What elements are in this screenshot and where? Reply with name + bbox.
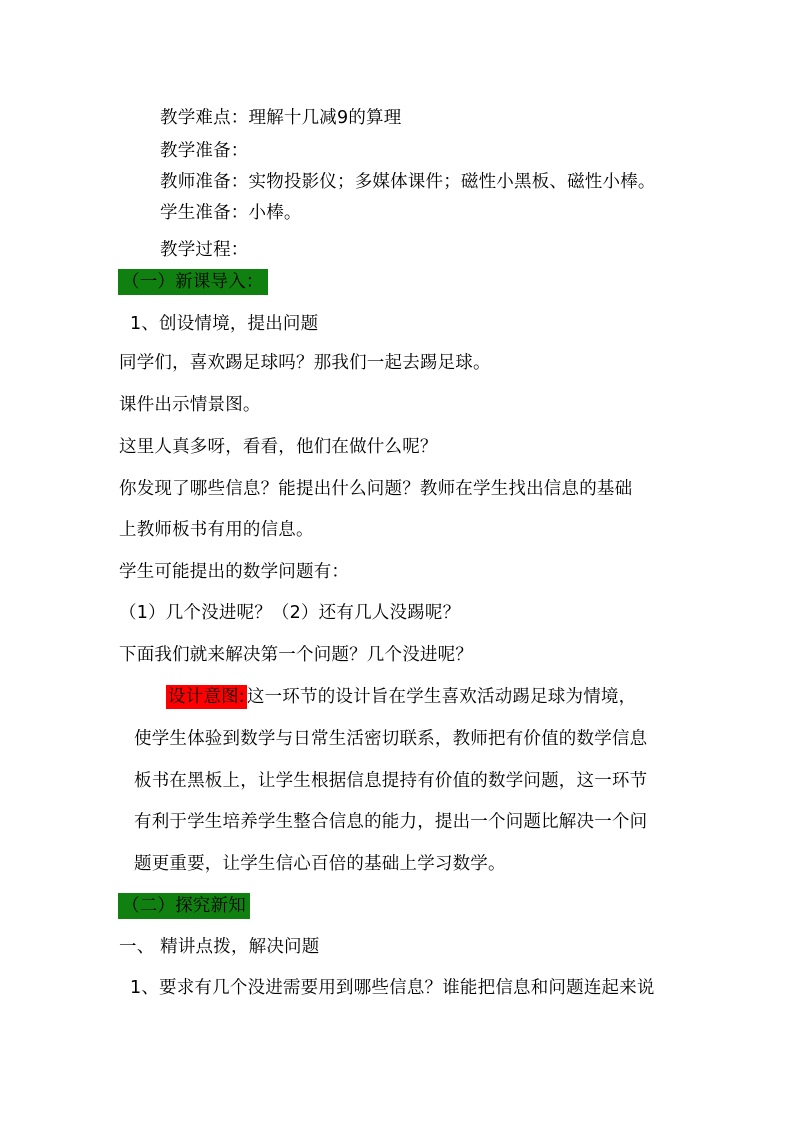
section-heading-explore: [118, 895, 250, 917]
design-intent-line: 题更重要，让学生信心百倍的基础上学习数学。: [134, 854, 506, 874]
design-intent-line: 板书在黑板上，让学生根据信息提持有价值的数学问题，这一环节: [134, 771, 648, 791]
student-preparation: 学生准备：小棒。: [160, 203, 302, 223]
paragraph: 同学们，喜欢踢足球吗？那我们一起去踢足球。: [119, 353, 491, 373]
teaching-preparation: 教学准备：: [160, 141, 249, 161]
design-intent-line: 使学生体验到数学与日常生活密切联系，教师把有价值的数学信息: [134, 729, 648, 749]
paragraph: 1、要求有几个没进需要用到哪些信息？谁能把信息和问题连起来说: [130, 978, 655, 998]
design-intent-line: 有利于学生培养学生整合信息的能力，提出一个问题比解决一个问: [134, 812, 648, 832]
paragraph: 学生可能提出的数学问题有：: [119, 562, 350, 582]
teaching-difficulty: 教学难点：理解十几减9的算理: [160, 108, 402, 128]
section-heading-intro-text: （一）新课导入：: [118, 269, 268, 295]
teacher-preparation: 教师准备：实物投影仪；多媒体课件；磁性小黑板、磁性小棒。: [160, 172, 656, 192]
paragraph: 上教师板书有用的信息。: [119, 520, 314, 540]
design-intent-label: 设计意图:: [168, 687, 245, 707]
subheading-create-situation: 1、创设情境，提出问题: [130, 314, 319, 334]
paragraph: 下面我们就来解决第一个问题？几个没进呢？: [119, 645, 473, 665]
design-intent: [166, 686, 636, 708]
subheading-explain: 一、 精讲点拨，解决问题: [119, 937, 320, 957]
paragraph: 你发现了哪些信息？能提出什么问题？教师在学生找出信息的基础: [119, 479, 633, 499]
teaching-process: 教学过程：: [160, 240, 249, 260]
section-heading-intro: [118, 271, 268, 293]
design-intent-text: 这一环节的设计旨在学生喜欢活动踢足球为情境，: [246, 687, 637, 707]
paragraph: 这里人真多呀，看看，他们在做什么呢？: [119, 437, 438, 457]
paragraph: （1）几个没进呢？（2）还有几人没踢呢？: [119, 603, 461, 623]
paragraph: 课件出示情景图。: [119, 395, 261, 415]
section-heading-explore-text: （二）探究新知: [118, 893, 250, 919]
